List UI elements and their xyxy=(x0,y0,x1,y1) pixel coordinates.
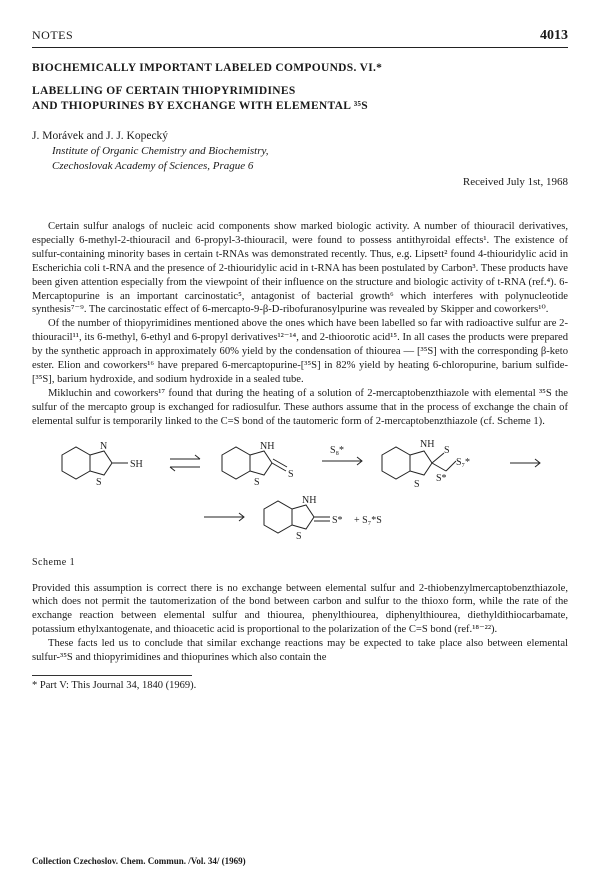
label-nh-3: NH xyxy=(302,494,317,506)
section-label: NOTES xyxy=(32,28,74,42)
label-product-s: S* xyxy=(332,514,343,526)
label-nh-2: NH xyxy=(420,438,435,450)
label-s-thione: S xyxy=(288,468,294,480)
molecule-thione xyxy=(222,441,294,488)
footnote: * Part V: This Journal 34, 1840 (1969). xyxy=(32,679,197,691)
label-s-ring-1: S xyxy=(254,476,260,488)
label-s-bridge: S xyxy=(444,444,450,456)
affiliation-line-1: Institute of Organic Chemistry and Biochemistry, xyxy=(52,145,269,157)
article-body xyxy=(32,220,568,665)
page xyxy=(32,28,568,691)
paragraph-5: These facts led us to conclude that similar exchange reactions may be expected to take place also between elemental sulfur-³⁵S and thiopyrimidines and thiopurines which also contain the xyxy=(32,638,568,664)
reaction-arrow-1 xyxy=(322,445,362,465)
label-s7: S₇* xyxy=(456,456,471,468)
running-header xyxy=(32,28,568,44)
label-n: N xyxy=(100,440,108,452)
equilibrium-arrow xyxy=(170,455,200,471)
affiliation-line-2: Czechoslovak Academy of Sciences, Prague 6 xyxy=(52,160,254,172)
received-date: Received July 1st, 1968 xyxy=(462,176,568,188)
reaction-arrow-2 xyxy=(510,459,540,467)
paragraph-3: Mikluchin and coworkers¹⁷ found that during the heating of a solution of 2-mercaptobenzthiazole with elemental ³⁵S the sulfur of the mercapto group is exchanged for radiosulfur. These authors assume that in the process of exchange the chain of elemental sulfur is temporarily linked to the C=S bond of the tautomeric form of 2-mercaptobenzthiazole (cf. Scheme 1). xyxy=(32,387,568,427)
label-s-ring-3: S xyxy=(296,530,302,542)
molecule-intermediate xyxy=(382,439,470,490)
scheme-caption: Scheme 1 xyxy=(32,556,76,568)
reagent-label: S₈* xyxy=(330,444,345,456)
label-s-star: S* xyxy=(436,472,447,484)
paragraph-2: Of the number of thiopyrimidines mentioned above the ones which have been labelled so far with radioactive sulfur are 2-thiouracil¹¹, its 6-methyl, 6-ethyl and 6-propyl derivatives¹²⁻¹⁴, and 2-thioorotic acid¹⁵. In all cases the products were prepared by the synthetic approach in approximately 60% yield by the condensation of thiourea — [³⁵S] with the corresponding β-keto ester. Elion and coworkers¹⁶ have prepared 6-mercaptopurine-[³⁵S] in 82% yield by heating 6-chloropurine, barium sulfide-[³⁵S], barium hydroxide, and sodium hydroxide in a sealed tube. xyxy=(32,318,568,385)
paragraph-1: Certain sulfur analogs of nucleic acid components show marked biologic activity. A number of thiouracil derivatives, especially 6-methyl-2-thiouracil and 6-propyl-3-thiouracil, were found to possess antithyroidal effects¹. The existence of sulfur-containing minority bases in certain t-RNAs was demonstrated recently. Thus, e.g. Lipsett² found 4-thiouridylic acid in Escherichia coli t-RNA and the presence of 2-thiouridylic acid in t-RNA has been postulated by Carbon³. These products have been given attention especially from the viewpoint of their influence on the structure and biologic activity of t-RNA (ref.⁴). 6-Mercaptopurine is an important carcinostatic⁵, antagonist of bacterial growth⁶ which interferes with polynucleotide synthesis⁷⁻⁹. The carcinostatic effect of 6-mercapto-9-β-D-ribofuranosylpurine was revealed by Skipper and coworkers¹⁰. xyxy=(32,221,568,316)
header-rule xyxy=(32,47,568,48)
journal-citation: Collection Czechoslov. Chem. Commun. /Vol. 34/ (1969) xyxy=(32,856,246,866)
article-title xyxy=(32,84,568,114)
reaction-arrow-3 xyxy=(204,513,244,521)
paragraph-4: Provided this assumption is correct there is no exchange between elemental sulfur and 2-thiobenzylmercaptobenzthiazole, which does not permit the tautomerization of the bond between carbon and sulfur to the thioxo form, while the rate of the exchange reaction between elemental sulfur and thiourea, phenylthiourea, diphenylthiourea, diethyldithiocarbamate, potassium ethylxantogenate, and thioacetic acid is proportional to the polarization of the C=S bond (ref.¹⁸⁻²²). xyxy=(32,582,568,636)
footnote-rule xyxy=(32,675,192,676)
affiliation xyxy=(32,144,568,174)
article-title-line-2: AND THIOPURINES BY EXCHANGE WITH ELEMENTAL ³⁵S xyxy=(32,100,368,112)
label-sh: SH xyxy=(130,458,143,470)
molecule-mercaptobenzthiazole xyxy=(62,441,143,488)
label-s-ring-2: S xyxy=(414,478,420,490)
label-nh-1: NH xyxy=(260,440,275,452)
scheme-drawing xyxy=(32,437,568,552)
series-title: BIOCHEMICALLY IMPORTANT LABELED COMPOUNDS. VI.* xyxy=(32,62,383,74)
label-byproduct: + S₇*S xyxy=(354,514,382,526)
molecule-product xyxy=(264,495,382,542)
reaction-scheme xyxy=(32,437,568,552)
label-s: S xyxy=(96,476,102,488)
page-number: 4013 xyxy=(540,28,568,43)
article-title-line-1: LABELLING OF CERTAIN THIOPYRIMIDINES xyxy=(32,85,296,97)
authors: J. Morávek and J. J. Kopecký xyxy=(32,130,169,142)
